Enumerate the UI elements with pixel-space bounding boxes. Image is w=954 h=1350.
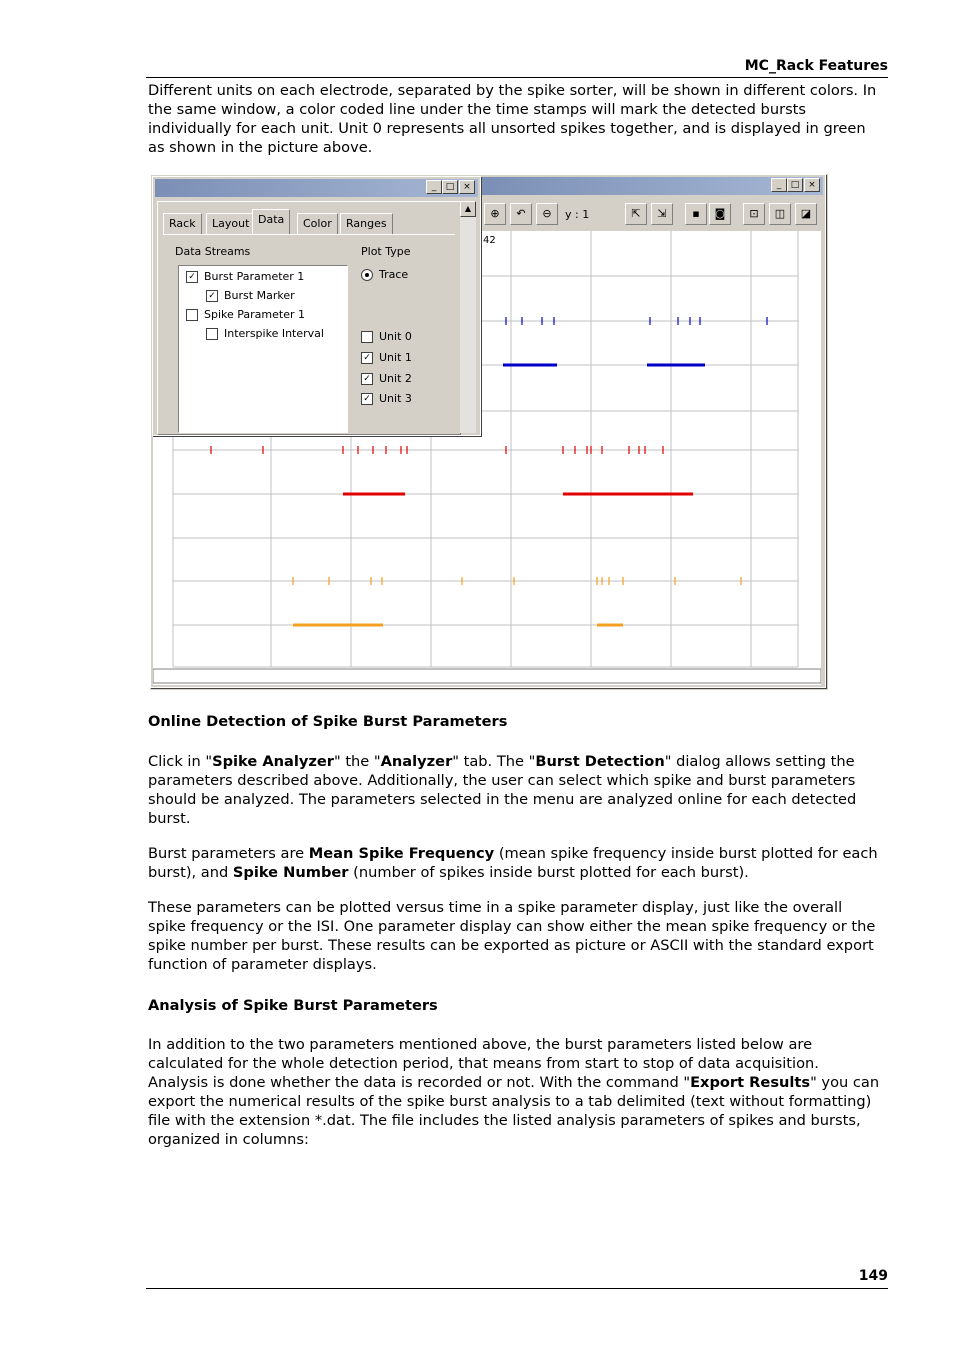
stream-interspike-interval[interactable]: Interspike Interval [224,327,324,340]
scale-down-icon[interactable]: ⇲ [651,203,673,225]
camera-icon[interactable]: ◙ [709,203,731,225]
zoom-in-icon[interactable]: ⊕ [484,203,506,225]
section-heading-analysis: Analysis of Spike Burst Parameters [148,997,438,1014]
unit-0-label: Unit 0 [379,330,412,343]
running-header: MC_Rack Features [146,58,888,78]
checkbox-burst-marker[interactable]: ✓ [206,290,218,302]
unit-1-label: Unit 1 [379,351,412,364]
checkbox-unit-2[interactable]: ✓ [361,373,373,385]
tab-rack[interactable]: Rack [163,213,202,235]
y-scale-readout: y : 1 [565,208,590,221]
section-heading-online-detection: Online Detection of Spike Burst Parameters [148,713,508,730]
properties-minimize-button[interactable]: _ [426,180,442,194]
tab-ranges[interactable]: Ranges [340,213,393,235]
unit-2-label: Unit 2 [379,372,412,385]
view-mode-1-icon[interactable]: ⊡ [743,203,765,225]
checkbox-unit-1[interactable]: ✓ [361,352,373,364]
checkbox-unit-3[interactable]: ✓ [361,393,373,405]
properties-close-button[interactable]: × [459,180,475,194]
scale-label: 42 [483,235,496,246]
scroll-up-icon[interactable]: ▲ [460,201,476,217]
intro-paragraph: Different units on each electrode, separated by the spike sorter, will be shown in different colors. In the same window, a color coded line under the time stamps will mark the detected bursts individually for each unit. Unit 0 represents all unsorted spikes together, and is displayed in green as shown in the picture above. [148,82,877,156]
tab-layout[interactable]: Layout [206,213,255,235]
checkbox-interspike-interval[interactable] [206,328,218,340]
checkbox-spike-parameter[interactable] [186,309,198,321]
tab-data[interactable]: Data [252,209,290,235]
trace-radio[interactable] [361,269,373,281]
unit-3-label: Unit 3 [379,392,412,405]
data-streams-list[interactable] [178,265,348,433]
mcrack-screenshot [150,174,828,690]
undo-zoom-icon[interactable]: ↶ [510,203,532,225]
page-number: 149 [146,1268,888,1289]
properties-maximize-button[interactable]: □ [442,180,458,194]
paragraph-parameters-plotted: These parameters can be plotted versus time in a spike parameter display, just like the overall spike frequency or the ISI. One parameter display can show either the mean spike frequency or the spike number per burst. These results can be exported as picture or ASCII with the standard export function of parameter displays. [148,899,876,973]
trace-label: Trace [379,268,409,281]
paragraph-burst-parameters: Burst parameters are Mean Spike Frequency (mean spike frequency inside burst plotted for each burst), and Spike Number (number of spikes inside burst plotted for each burst). [148,845,878,881]
properties-scrollbar[interactable] [460,201,476,433]
checkbox-burst-parameter[interactable]: ✓ [186,271,198,283]
stream-spike-parameter[interactable]: Spike Parameter 1 [204,308,305,321]
time-axis [153,669,821,683]
save-icon[interactable]: ▪ [685,203,707,225]
paragraph-click-spike-analyzer: Click in "Spike Analyzer" the "Analyzer" tab. The "Burst Detection" dialog allows setting the parameters described above. Additionally, the user can select which spike and burst parameters should be analyzed. The parameters selected in the menu are analyzed online for each detected burst. [148,753,857,827]
stream-burst-parameter[interactable]: Burst Parameter 1 [204,270,305,283]
paragraph-analysis: In addition to the two parameters mentioned above, the burst parameters listed below are calculated for the whole detection period, that means from start to stop of data acquisition. Analysis is done whether the data is recorded or not. With the command "Export Results" you can export the numerical results of the spike burst analysis to a tab delimited (text without formatting) file with the extension *.dat. The file includes the listed analysis parameters of spikes and bursts, organized in columns: [148,1036,880,1148]
data-streams-label: Data Streams [175,245,251,258]
close-button[interactable]: × [804,178,820,192]
trace-radio-dot [365,273,369,277]
maximize-button[interactable]: □ [787,178,803,192]
zoom-out-icon[interactable]: ⊖ [536,203,558,225]
checkbox-unit-0[interactable] [361,331,373,343]
scale-up-icon[interactable]: ⇱ [625,203,647,225]
tab-divider [163,234,455,235]
stream-burst-marker[interactable]: Burst Marker [224,289,295,302]
minimize-button[interactable]: _ [771,178,787,192]
tab-color[interactable]: Color [297,213,338,235]
properties-window [152,176,481,436]
view-mode-2-icon[interactable]: ◫ [769,203,791,225]
view-mode-3-icon[interactable]: ◪ [795,203,817,225]
plot-type-label: Plot Type [361,245,411,258]
